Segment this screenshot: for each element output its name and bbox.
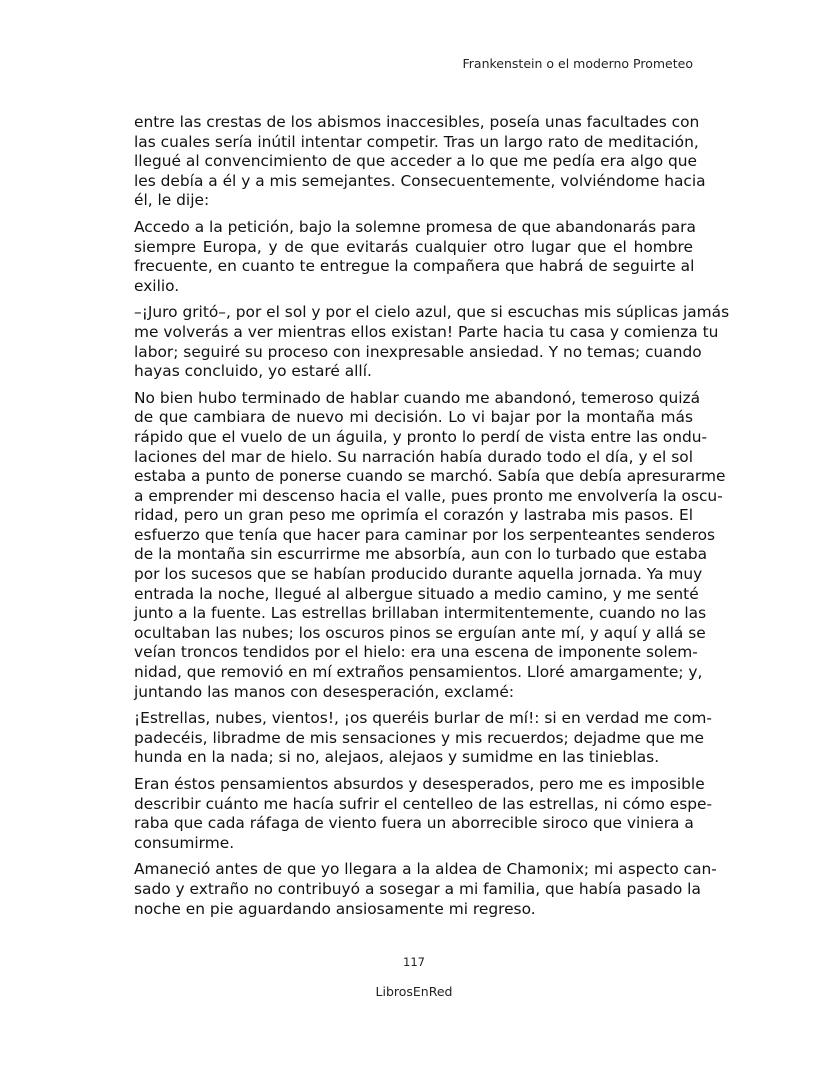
text-line: llegué al convencimiento de que acceder a lo que me pedía era algo que xyxy=(134,152,697,171)
text-line: a emprender mi descenso hacia el valle, pues pronto me envolvería la oscu- xyxy=(134,486,723,505)
text-line: nidad, que removió en mí extraños pensamientos. Lloré amargamente; y, xyxy=(134,663,703,682)
paragraph xyxy=(134,303,730,381)
text-line: frecuente, en cuanto te entregue la compañera que habrá de seguirte al xyxy=(134,257,695,276)
paragraph xyxy=(134,709,712,768)
text-line: describir cuánto me hacía sufrir el centelleo de las estrellas, ni cómo espe- xyxy=(134,794,712,813)
text-line: me volverás a ver mientras ellos existan! Parte hacia tu casa y comienza tu xyxy=(134,322,719,341)
text-line: las cuales sería inútil intentar competir. Tras un largo rato de meditación, xyxy=(134,132,699,151)
publisher-footer: LibrosEnRed xyxy=(375,984,453,999)
page-number: 117 xyxy=(403,955,425,969)
text-line: exilio. xyxy=(134,276,180,295)
text-line: él, le dije: xyxy=(134,191,210,210)
text-line: –¡Juro gritó–, por el sol y por el cielo azul, que si escuchas mis súplicas jamás xyxy=(134,303,730,322)
text-line: les debía a él y a mis semejantes. Consecuentemente, volviéndome hacia xyxy=(134,171,706,190)
text-line: consumirme. xyxy=(134,833,235,852)
text-line: laciones del mar de hielo. Su narración había durado todo el día, y el sol xyxy=(134,447,693,466)
text-line: rápido que el vuelo de un águila, y pronto lo perdí de vista entre las ondu- xyxy=(134,427,708,446)
text-line: siempre Europa, y de que evitarás cualquier otro lugar que el hombre xyxy=(134,237,693,256)
running-header: Frankenstein o el moderno Prometeo xyxy=(462,56,693,71)
text-line: entre las crestas de los abismos inaccesibles, poseía unas facultades con xyxy=(134,113,700,131)
text-line: juntando las manos con desesperación, exclamé: xyxy=(134,682,515,701)
text-line: veían troncos tendidos por el hielo: era una escena de imponente solem- xyxy=(134,643,698,662)
text-line: padecéis, libradme de mis sensaciones y mis recuerdos; dejadme que me xyxy=(134,728,705,747)
text-line: entrada la noche, llegué al albergue situado a medio camino, y me senté xyxy=(134,584,699,603)
text-line: No bien hubo terminado de hablar cuando me abandonó, temeroso quizá xyxy=(134,388,701,407)
text-line: Eran éstos pensamientos absurdos y desesperados, pero me es imposible xyxy=(134,775,705,793)
text-line: estaba a punto de ponerse cuando se marchó. Sabía que debía apresurarme xyxy=(134,467,726,486)
text-line: Amaneció antes de que yo llegara a la aldea de Chamonix; mi aspecto can- xyxy=(134,860,717,879)
text-line: sado y extraño no contribuyó a sosegar a mi familia, que había pasado la xyxy=(134,879,701,898)
paragraph xyxy=(134,113,706,211)
text-line: hayas concluido, yo estaré allí. xyxy=(134,362,372,381)
paragraph xyxy=(134,775,712,853)
text-line: raba que cada ráfaga de viento fuera un aborrecible siroco que viniera a xyxy=(134,814,694,833)
page-body xyxy=(134,113,730,926)
text-line: junto a la fuente. Las estrellas brillaban intermitentemente, cuando no las xyxy=(134,604,707,623)
text-line: labor; seguiré su proceso con inexpresable ansiedad. Y no temas; cuando xyxy=(134,342,702,361)
text-line: por los sucesos que se habían producido durante aquella jornada. Ya muy xyxy=(134,565,703,584)
text-line: ¡Estrellas, nubes, vientos!, ¡os queréis burlar de mí!: si en verdad me com- xyxy=(134,709,712,728)
text-line: ocultaban las nubes; los oscuros pinos se erguían ante mí, y aquí y allá se xyxy=(134,623,706,642)
text-line: Accedo a la petición, bajo la solemne promesa de que abandonarás para xyxy=(134,217,696,236)
text-line: esfuerzo que tenía que hacer para caminar por los serpenteantes senderos xyxy=(134,525,716,544)
text-line: hunda en la nada; si no, alejaos, alejaos y sumidme en las tinieblas. xyxy=(134,748,660,767)
text-line: de la montaña sin escurrirme me absorbía, aun con lo turbado que estaba xyxy=(134,545,708,564)
paragraph xyxy=(134,388,726,703)
paragraph xyxy=(134,217,696,296)
text-line: noche en pie aguardando ansiosamente mi regreso. xyxy=(134,899,536,918)
text-line: ridad, pero un gran peso me oprimía el corazón y lastraba mis pasos. El xyxy=(134,506,693,525)
paragraph xyxy=(134,860,717,919)
text-line: de que cambiara de nuevo mi decisión. Lo vi bajar por la montaña más xyxy=(134,408,693,427)
